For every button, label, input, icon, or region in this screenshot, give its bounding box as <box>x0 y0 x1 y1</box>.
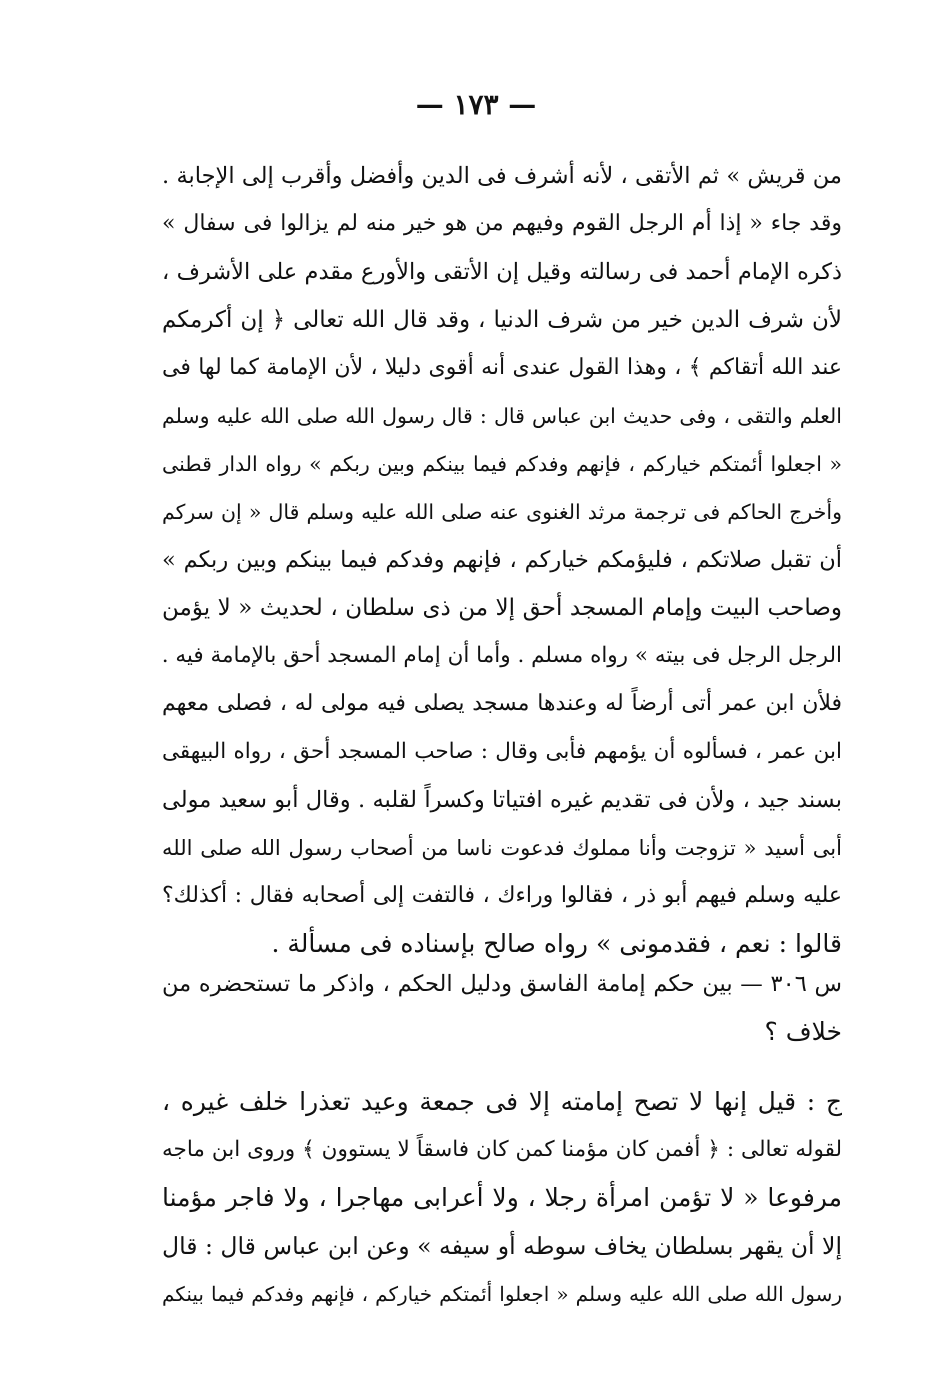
answer-line: ج : قيل إنها لا تصح إمامته إلا فى جمعة وعيد تعذرا خلف غيره ، <box>162 1087 842 1116</box>
answer-line: مرفوعا « لا تؤمن امرأة رجلا ، ولا أعرابى مهاجرا ، ولا فاجر مؤمنا <box>162 1183 842 1212</box>
answer-line: إلا أن يقهر بسلطان يخاف سوطه أو سيفه » وعن ابن عباس قال : قال <box>162 1232 842 1260</box>
text-line: وقد جاء « إذا أم الرجل القوم وفيهم من هو خير منه لم يزالوا فى سفال » <box>162 211 842 236</box>
text-line: من قريش » ثم الأتقى ، لأنه أشرف فى الدين وأفضل وأقرب إلى الإجابة . <box>162 163 842 189</box>
text-line: « اجعلوا أئمتكم خياركم ، فإنهم وفدكم فيما بينكم وبين ربكم » رواه الدار قطنى <box>162 452 842 476</box>
answer-line: لقوله تعالى : ﴿ أفمن كان مؤمنا كمن كان فاسقاً لا يستوون ﴾ وروى ابن ماجه <box>162 1137 842 1162</box>
question-line: س ٣٠٦ — بين حكم إمامة الفاسق ودليل الحكم ، واذكر ما تستحضره من <box>162 971 842 997</box>
text-line: فلأن ابن عمر أتى أرضاً له وعندها مسجد يصلى فيه مولى له ، فصلى معهم <box>162 691 842 716</box>
text-line: عند الله أتقاكم ﴾ ، وهذا القول عندى أنه أقوى دليلا ، لأن الإمامة كما لها فى <box>162 355 842 380</box>
text-line: الرجل الرجل فى بيته » رواه مسلم . وأما أن إمام المسجد أحق بالإمامة فيه . <box>162 643 842 668</box>
text-line: بسند جيد ، ولأن فى تقديم غيره افتياتا وكسراً لقلبه . وقال أبو سعيد مولى <box>162 787 842 813</box>
text-line: العلم والتقى ، وفى حديث ابن عباس قال : قال رسول الله صلى الله عليه وسلم <box>162 404 842 428</box>
question-block <box>162 960 842 1056</box>
paragraph-body <box>162 152 842 968</box>
answer-line: رسول الله صلى الله عليه وسلم « اجعلوا أئمتكم خياركم ، فإنهم وفدكم فيما بينكم <box>162 1282 842 1306</box>
text-line: أن تقبل صلاتكم ، فليؤمكم خياركم ، فإنهم وفدكم فيما بينكم وبين ربكم » <box>162 547 842 573</box>
text-line: قالوا : نعم ، فقدمونى » رواه صالح بإسناده فى مسألة . <box>271 929 842 958</box>
answer-block <box>162 1078 842 1318</box>
text-line: وأخرج الحاكم فى ترجمة مرثد الغنوى عنه صلى الله عليه وسلم قال « إن سركم <box>162 500 842 524</box>
text-line: ابن عمر ، فسألوه أن يؤمهم فأبى وقال : صاحب المسجد أحق ، رواه البيهقى <box>162 739 842 764</box>
text-line: عليه وسلم فيهم أبو ذر ، فقالوا وراءك ، فالتفت إلى أصحابه فقال : أكذلك؟ <box>162 883 842 908</box>
text-line: وصاحب البيت وإمام المسجد أحق إلا من ذى سلطان ، لحديث « لا يؤمن <box>162 595 842 621</box>
text-line: أبى أسيد « تزوجت وأنا مملوك فدعوت ناسا من أصحاب رسول الله صلى الله <box>162 836 842 860</box>
question-line: خلاف ؟ <box>764 1017 842 1046</box>
text-line: ذكره الإمام أحمد فى رسالته وقيل إن الأتقى والأورع مقدم على الأشرف ، <box>162 259 842 285</box>
page-number: — ١٧٣ — <box>415 88 537 121</box>
text-line: لأن شرف الدين خير من شرف الدنيا ، وقد قال الله تعالى ﴿ إن أكرمكم <box>162 307 842 333</box>
